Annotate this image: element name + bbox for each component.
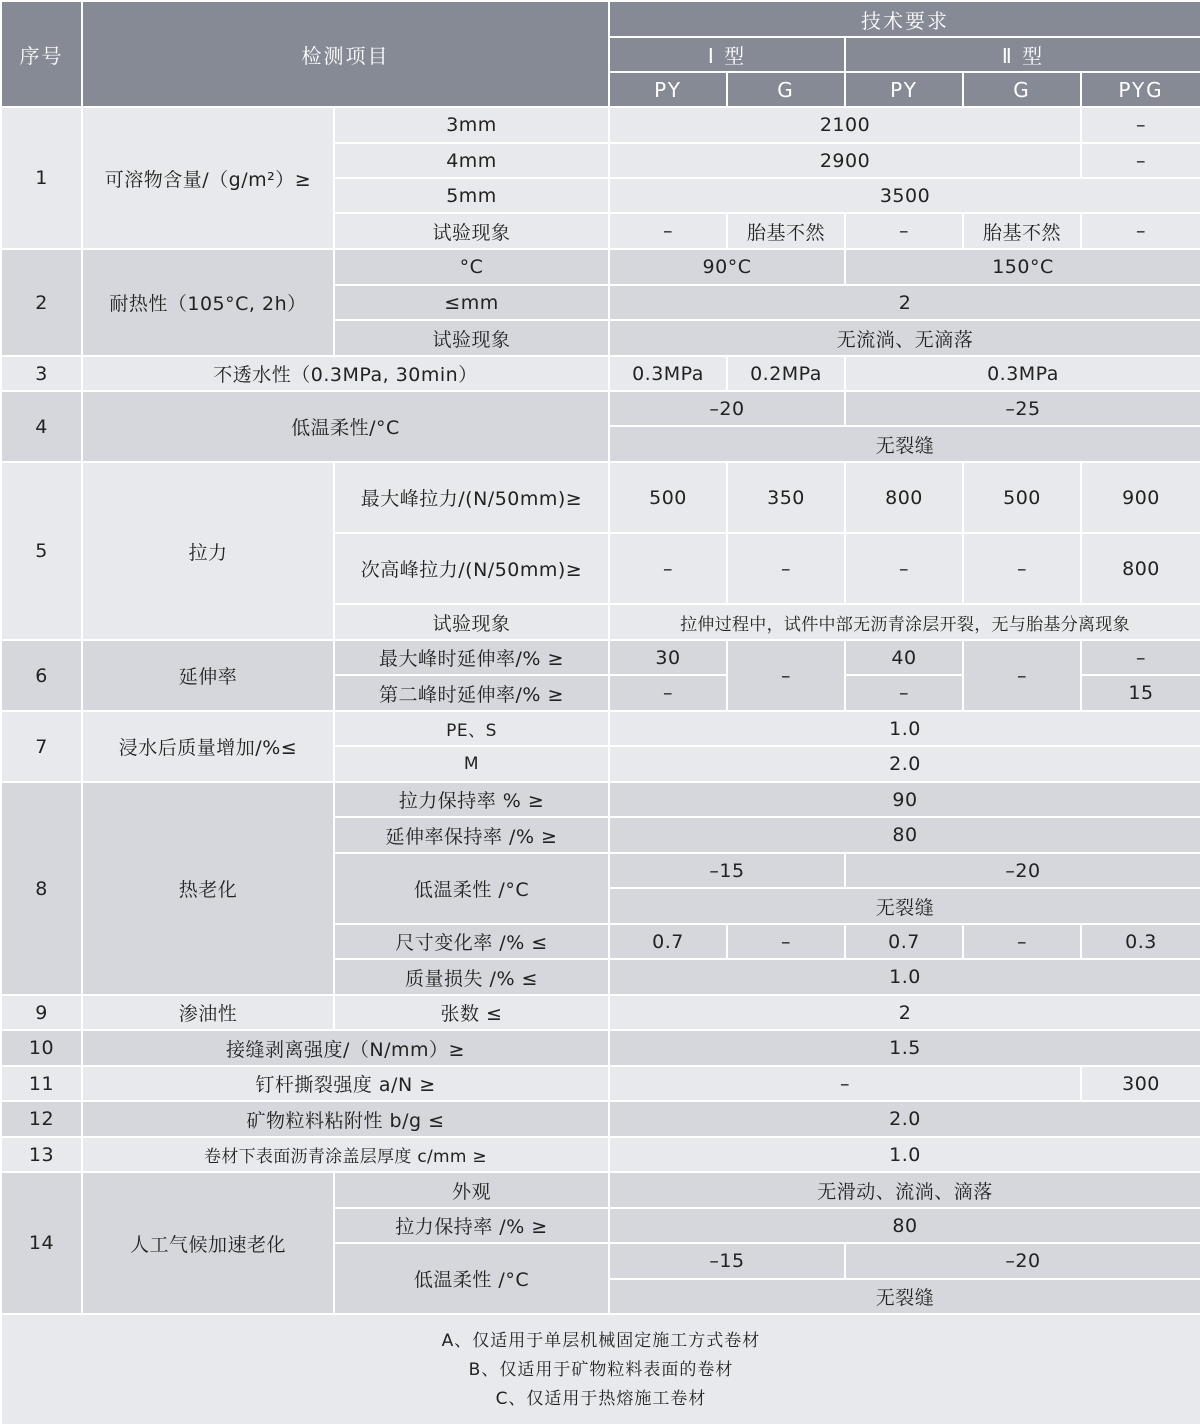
value-cell: 800 bbox=[1081, 533, 1200, 604]
header-col-g1: G bbox=[727, 72, 845, 107]
header-type1: Ⅰ 型 bbox=[609, 37, 845, 72]
sub-label: 低温柔性 /°C bbox=[334, 853, 609, 924]
value-cell: – bbox=[609, 213, 727, 249]
value-cell: –15 bbox=[609, 853, 845, 888]
value-cell: – bbox=[1081, 143, 1200, 178]
sub-label: 次高峰拉力/(N/50mm)≥ bbox=[334, 533, 609, 604]
value-cell: 无裂缝 bbox=[609, 426, 1200, 462]
value-cell: 2 bbox=[609, 995, 1200, 1030]
row-item: 低温柔性/°C bbox=[82, 391, 609, 462]
note-b: B、仅适用于矿物粒料表面的卷材 bbox=[468, 1360, 734, 1380]
row-no: 6 bbox=[1, 640, 82, 711]
row-item: 浸水后质量增加/%≤ bbox=[82, 711, 334, 782]
value-cell: – bbox=[609, 533, 727, 604]
value-cell: – bbox=[845, 675, 963, 711]
sub-label: 最大峰拉力/(N/50mm)≥ bbox=[334, 462, 609, 533]
sub-label: 延伸率保持率 /% ≥ bbox=[334, 817, 609, 853]
value-cell: 无裂缝 bbox=[609, 1279, 1200, 1314]
sub-label: 外观 bbox=[334, 1172, 609, 1208]
value-cell: –20 bbox=[845, 853, 1200, 888]
value-cell: 2900 bbox=[609, 143, 1081, 178]
header-tech: 技术要求 bbox=[609, 1, 1200, 37]
sub-label: 尺寸变化率 /% ≤ bbox=[334, 924, 609, 959]
sub-label: 拉力保持率 % ≥ bbox=[334, 782, 609, 817]
value-cell: –25 bbox=[845, 391, 1200, 426]
row-no: 12 bbox=[1, 1101, 82, 1137]
row-no: 7 bbox=[1, 711, 82, 782]
value-cell: 500 bbox=[609, 462, 727, 533]
value-cell: 2.0 bbox=[609, 1101, 1200, 1137]
row-item: 可溶物含量/（g/m²）≥ bbox=[82, 107, 334, 249]
value-cell: 0.7 bbox=[609, 924, 727, 959]
value-cell: 拉伸过程中，试件中部无沥青涂层开裂，无与胎基分离现象 bbox=[609, 604, 1200, 640]
value-cell: – bbox=[727, 640, 845, 711]
value-cell: 0.2MPa bbox=[727, 356, 845, 391]
value-cell: 350 bbox=[727, 462, 845, 533]
row-item: 卷材下表面沥青涂盖层厚度 c/mm ≥ bbox=[82, 1137, 609, 1172]
value-cell: 0.7 bbox=[845, 924, 963, 959]
row-item: 矿物粒料粘附性 b/g ≤ bbox=[82, 1101, 609, 1137]
value-cell: 90 bbox=[609, 782, 1200, 817]
value-cell: – bbox=[609, 675, 727, 711]
row-item: 接缝剥离强度/（N/mm）≥ bbox=[82, 1030, 609, 1066]
row-no: 11 bbox=[1, 1066, 82, 1101]
value-cell: 300 bbox=[1081, 1066, 1200, 1101]
value-cell: 无滑动、流淌、滴落 bbox=[609, 1172, 1200, 1208]
sub-label: 第二峰时延伸率/% ≥ bbox=[334, 675, 609, 711]
value-cell: 30 bbox=[609, 640, 727, 675]
row-no: 9 bbox=[1, 995, 82, 1030]
sub-label: 试验现象 bbox=[334, 320, 609, 356]
notes-cell bbox=[1, 1314, 1200, 1425]
row-item: 延伸率 bbox=[82, 640, 334, 711]
value-cell: 2100 bbox=[609, 107, 1081, 143]
value-cell: 1.0 bbox=[609, 711, 1200, 746]
row-no: 5 bbox=[1, 462, 82, 640]
value-cell: – bbox=[963, 533, 1081, 604]
value-cell: 900 bbox=[1081, 462, 1200, 533]
sub-label: 拉力保持率 /% ≥ bbox=[334, 1208, 609, 1243]
value-cell: 3500 bbox=[609, 178, 1200, 213]
row-item: 人工气候加速老化 bbox=[82, 1172, 334, 1314]
value-cell: 0.3MPa bbox=[609, 356, 727, 391]
row-no: 14 bbox=[1, 1172, 82, 1314]
row-no: 3 bbox=[1, 356, 82, 391]
row-no: 4 bbox=[1, 391, 82, 462]
header-col-g2: G bbox=[963, 72, 1081, 107]
value-cell: 40 bbox=[845, 640, 963, 675]
row-no: 1 bbox=[1, 107, 82, 249]
row-no: 8 bbox=[1, 782, 82, 995]
value-cell: 无流淌、无滴落 bbox=[609, 320, 1200, 356]
sub-label: 试验现象 bbox=[334, 213, 609, 249]
value-cell: –20 bbox=[845, 1243, 1200, 1279]
value-cell: 80 bbox=[609, 817, 1200, 853]
sub-label: M bbox=[334, 746, 609, 782]
sub-label: 最大峰时延伸率/% ≥ bbox=[334, 640, 609, 675]
row-item: 拉力 bbox=[82, 462, 334, 640]
value-cell: – bbox=[963, 924, 1081, 959]
value-cell: – bbox=[1081, 213, 1200, 249]
sub-label: 质量损失 /% ≤ bbox=[334, 959, 609, 995]
value-cell: 无裂缝 bbox=[609, 888, 1200, 924]
value-cell: – bbox=[1081, 107, 1200, 143]
value-cell: – bbox=[963, 640, 1081, 711]
header-col-py2: PY bbox=[845, 72, 963, 107]
row-no: 2 bbox=[1, 249, 82, 356]
sub-label: 试验现象 bbox=[334, 604, 609, 640]
row-item: 耐热性（105°C, 2h） bbox=[82, 249, 334, 356]
value-cell: 1.0 bbox=[609, 959, 1200, 995]
header-col-py1: PY bbox=[609, 72, 727, 107]
value-cell: 15 bbox=[1081, 675, 1200, 711]
header-item: 检测项目 bbox=[82, 1, 609, 107]
sub-label: ≤mm bbox=[334, 285, 609, 320]
value-cell: 0.3MPa bbox=[845, 356, 1200, 391]
value-cell: – bbox=[609, 1066, 1081, 1101]
value-cell: – bbox=[845, 213, 963, 249]
row-item: 渗油性 bbox=[82, 995, 334, 1030]
sub-label: °C bbox=[334, 249, 609, 285]
row-item: 钉杆撕裂强度 a/N ≥ bbox=[82, 1066, 609, 1101]
row-no: 10 bbox=[1, 1030, 82, 1066]
value-cell: –20 bbox=[609, 391, 845, 426]
value-cell: 0.3 bbox=[1081, 924, 1200, 959]
value-cell: 500 bbox=[963, 462, 1081, 533]
sub-label: PE、S bbox=[334, 711, 609, 746]
note-a: A、仅适用于单层机械固定施工方式卷材 bbox=[441, 1331, 761, 1351]
header-col-pyg: PYG bbox=[1081, 72, 1200, 107]
value-cell: 2.0 bbox=[609, 746, 1200, 782]
value-cell: –15 bbox=[609, 1243, 845, 1279]
value-cell: – bbox=[1081, 640, 1200, 675]
row-item: 热老化 bbox=[82, 782, 334, 995]
sub-label: 5mm bbox=[334, 178, 609, 213]
note-c: C、仅适用于热熔施工卷材 bbox=[495, 1389, 707, 1409]
value-cell: 150°C bbox=[845, 249, 1200, 285]
row-no: 13 bbox=[1, 1137, 82, 1172]
value-cell: 胎基不然 bbox=[727, 213, 845, 249]
value-cell: 2 bbox=[609, 285, 1200, 320]
value-cell: – bbox=[727, 533, 845, 604]
sub-label: 张数 ≤ bbox=[334, 995, 609, 1030]
sub-label: 低温柔性 /°C bbox=[334, 1243, 609, 1314]
value-cell: 1.5 bbox=[609, 1030, 1200, 1066]
value-cell: 1.0 bbox=[609, 1137, 1200, 1172]
value-cell: 胎基不然 bbox=[963, 213, 1081, 249]
value-cell: – bbox=[845, 533, 963, 604]
value-cell: 80 bbox=[609, 1208, 1200, 1243]
sub-label: 3mm bbox=[334, 107, 609, 143]
header-seq: 序号 bbox=[1, 1, 82, 107]
value-cell: – bbox=[727, 924, 845, 959]
value-cell: 800 bbox=[845, 462, 963, 533]
value-cell: 90°C bbox=[609, 249, 845, 285]
sub-label: 4mm bbox=[334, 143, 609, 178]
row-item: 不透水性（0.3MPa, 30min） bbox=[82, 356, 609, 391]
header-type2: Ⅱ 型 bbox=[845, 37, 1200, 72]
